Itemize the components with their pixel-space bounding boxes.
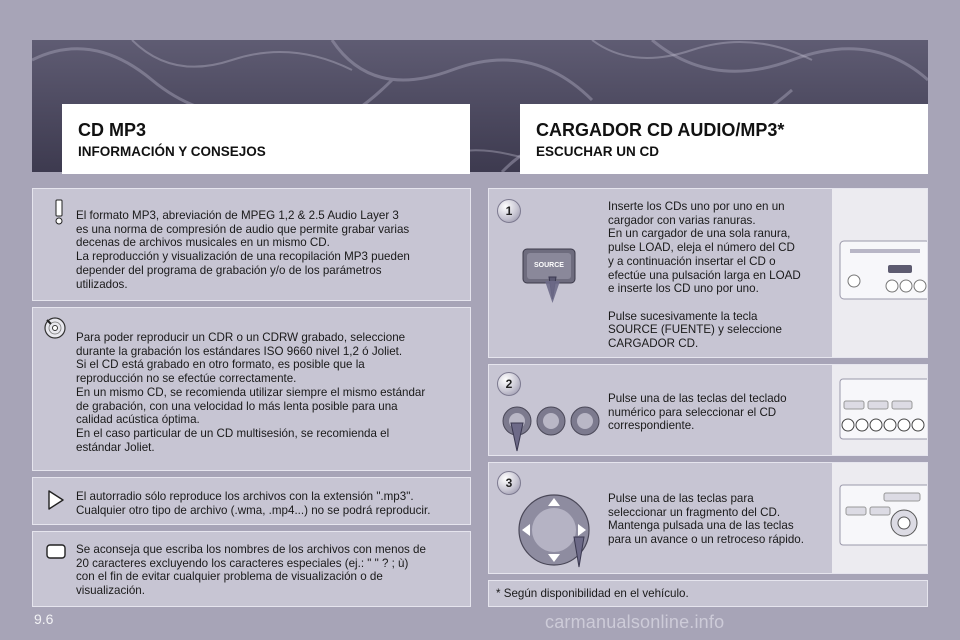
step-line: Pulse una de las teclas del teclado [608,392,787,405]
note-line: El autorradio sólo reproduce los archivos con la extensión ".mp3". [76,490,414,503]
exclamation-icon [48,199,70,225]
left-title-panel [62,104,470,174]
note-line: En el caso particular de un CD multisesión, se recomienda el [76,426,390,440]
footnote-box [488,580,928,607]
step-number-badge: 3 [497,471,521,495]
right-subtitle: ESCUCHAR UN CD [536,144,660,159]
note-box-file-names [32,531,471,607]
step-line: En un cargador de una sola ranura, [608,227,791,241]
step-number-badge: 1 [497,199,521,223]
note-line: decenas de archivos musicales en un mismo CD. [76,236,330,250]
step-line: Pulse sucesivamente la tecla [608,309,758,323]
step-box-3 [488,462,928,574]
page-number: 9.6 [34,611,54,627]
step-line: Mantenga pulsada una de las teclas [608,519,794,533]
radio-navpad-icon [832,463,927,573]
note-text [76,490,430,517]
step-line: numérico para seleccionar el CD [608,405,777,419]
step-line: SOURCE (FUENTE) y seleccione [608,323,782,337]
step-line: para un avance o un retroceso rápido. [608,533,804,547]
note-box-cdr-recording [32,307,471,471]
note-line: utilizados. [76,277,128,291]
note-line: depender del programa de grabación y/o de los parámetros [76,263,382,277]
note-line: Si el CD está grabado en otro formato, es posible que la [76,358,365,372]
note-line: La reproducción y visualización de una recopilación MP3 pueden [76,250,410,264]
note-line: es una norma de compresión de audio que permite grabar varias [76,222,410,236]
note-line: Cualquier otro tipo de archivo (.wma, .mp4...) no se podrá reproducir. [76,503,431,517]
numeric-keys-illustration [501,401,601,461]
left-subtitle: INFORMACIÓN Y CONSEJOS [78,144,266,159]
step-number-badge: 2 [497,372,521,396]
note-box-mp3-format [32,188,471,301]
step-box-2 [488,364,928,456]
note-line: calidad acústica óptima. [76,413,200,427]
step-line: Pulse una de las teclas para [608,492,754,505]
note-line: durante la grabación los estándares ISO 9660 nivel 1,2 ó Joliet. [76,344,403,358]
note-box-mp3-extension [32,477,471,525]
navigation-pad-illustration [509,485,599,575]
step-text [608,492,804,547]
cd-disc-icon [43,316,67,340]
watermark-text: carmanualsonline.info [545,612,725,632]
note-text [76,209,410,291]
source-button-illustration [519,237,589,307]
radio-keypad-icon [832,365,927,455]
step-line: e inserte los CD uno por uno. [608,282,759,296]
step-text [608,392,787,433]
step-line [608,296,801,310]
right-title: CARGADOR CD AUDIO/MP3* [536,120,785,140]
step-line: cargador con varias ranuras. [608,213,756,227]
step-line: correspondiente. [608,419,695,433]
step-text [608,200,801,351]
note-line: En un mismo CD, se recomienda utilizar siempre el mismo estándar [76,385,426,399]
note-line: de grabación, con una velocidad lo más lenta posible para una [76,399,398,413]
radio-illustration-1 [832,189,927,357]
step-line: y a continuación insertar el CD o [608,254,776,268]
radio-face-icon [832,189,927,357]
note-line: con el fin de evitar cualquier problema de visualización o de [76,570,383,584]
step-line: efectúe una pulsación larga en LOAD [608,268,801,282]
radio-illustration-2 [832,365,927,455]
note-line: visualización. [76,584,145,598]
step-line: CARGADOR CD. [608,337,699,351]
step-line: seleccionar un fragmento del CD. [608,505,781,519]
footnote-text: * Según disponibilidad en el vehículo. [496,587,689,600]
play-arrow-icon [46,489,66,511]
radio-illustration-3 [832,463,927,573]
note-line: reproducción no se efectúe correctamente. [76,372,297,386]
right-title-panel [520,104,928,174]
note-line: El formato MP3, abreviación de MPEG 1,2 & 2.5 Audio Layer 3 [76,209,399,222]
step-box-1 [488,188,928,358]
step-line: pulse LOAD, eleja el número del CD [608,241,795,255]
source-button-label: SOURCE [534,262,564,269]
note-text [76,331,425,454]
step-line: Inserte los CDs uno por uno en un [608,200,785,213]
left-title: CD MP3 [78,120,147,140]
note-line: 20 caracteres excluyendo los caracteres especiales (ej.: " " ? ; ù) [76,556,409,570]
note-line: Se aconseja que escriba los nombres de los archivos con menos de [76,543,426,556]
note-line: Para poder reproducir un CDR o un CDRW grabado, seleccione [76,331,406,344]
note-line: estándar Joliet. [76,440,155,454]
note-text [76,543,426,598]
rounded-rect-icon [45,543,67,561]
